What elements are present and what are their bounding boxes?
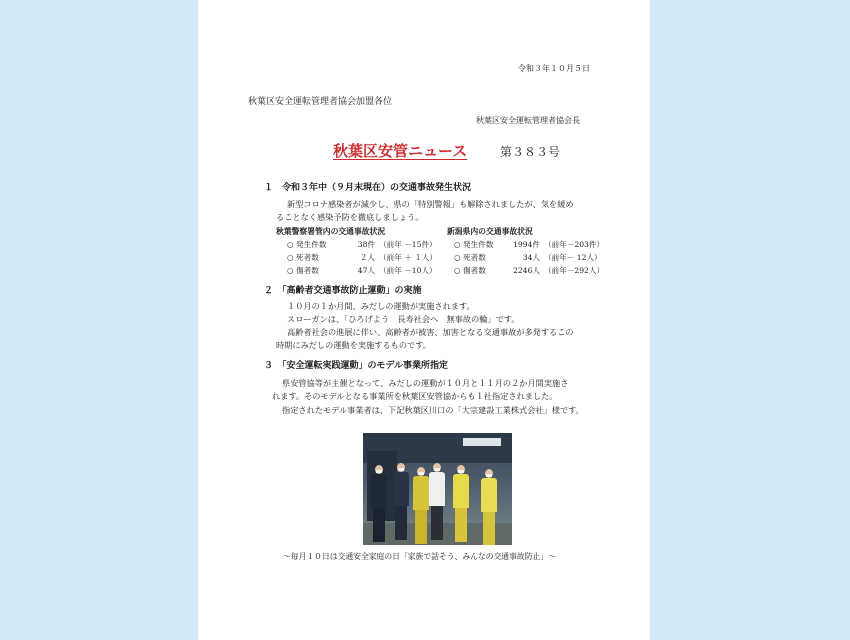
- section1-para-line2: ることなく感染予防を徹底しましょう。: [276, 212, 424, 222]
- prefecture-stats-title: 新潟県内の交通事故状況: [447, 227, 533, 236]
- photo-sign: [463, 438, 501, 446]
- section2-line1: １０月の１か月間、みだしの運動が実施されます。: [287, 301, 475, 311]
- police-row-deaths: ○ 死者数 ２人 （前年 ＋ １人）: [287, 253, 437, 262]
- police-stats-table: [287, 238, 437, 277]
- prefecture-stats-table: [454, 238, 604, 277]
- section2-line2: スローガンは、「ひろげよう 長寿社会へ 無事故の輪」です。: [287, 314, 520, 324]
- section3-line3: 指定されたモデル事業者は、下記秋葉区川口の「大宗建設工業株式会社」様です。: [282, 405, 584, 415]
- group-photo: [363, 433, 512, 545]
- prefecture-row-deaths: ○ 死者数 34人 （前年－ 12人）: [454, 253, 602, 262]
- section1-para-line1: 新型コロナ感染者が減少し、県の「特別警報」も解除されましたが、気を緩め: [287, 199, 574, 209]
- sender: 秋葉区安全運転管理者協会長: [476, 116, 580, 125]
- document-page: [198, 0, 650, 640]
- section3-line1: 県安管協等が主催となって、みだしの運動が１０月と１１月の２か月間実施さ: [282, 378, 569, 388]
- footer-caption: ～毎月１０日は交通安全家庭の日「家族で話そう、みんなの交通事故防止」～: [283, 552, 556, 561]
- police-stats-title: 秋葉警察署管内の交通事故状況: [276, 227, 386, 236]
- section2-line4: 時期にみだしの運動を実施するものです。: [276, 340, 431, 350]
- section1-heading: １ 令和３年中（９月末現在）の交通事故発生状況: [264, 183, 472, 193]
- section2-line3: 高齢者社会の進展に伴い、高齢者が被害、加害となる交通事故が多発するこの: [287, 327, 574, 337]
- addressee: 秋葉区安全運転管理者協会加盟各位: [248, 97, 393, 107]
- police-row-accidents: ○ 発生件数 38件 （前年 －15件）: [287, 240, 437, 249]
- section2-heading: ２ 「高齢者交通事故防止運動」の実施: [264, 286, 422, 296]
- newsletter-title: 秋葉区安管ニュース: [333, 142, 468, 160]
- section3-line2: れます。そのモデルとなる事業所を秋葉区安管協からも１社指定されました。: [272, 391, 558, 401]
- prefecture-row-injured: ○ 傷者数 2246人 （前年－292人）: [454, 266, 605, 275]
- section3-heading: ３ 「安全運転実践運動」のモデル事業所指定: [264, 361, 449, 371]
- prefecture-row-accidents: ○ 発生件数 1994件 （前年－203件）: [454, 240, 605, 249]
- issue-date: 令和３年１０月５日: [518, 64, 590, 73]
- issue-number: 第３８３号: [500, 145, 561, 159]
- police-row-injured: ○ 傷者数 47人 （前年 －10人）: [287, 266, 437, 275]
